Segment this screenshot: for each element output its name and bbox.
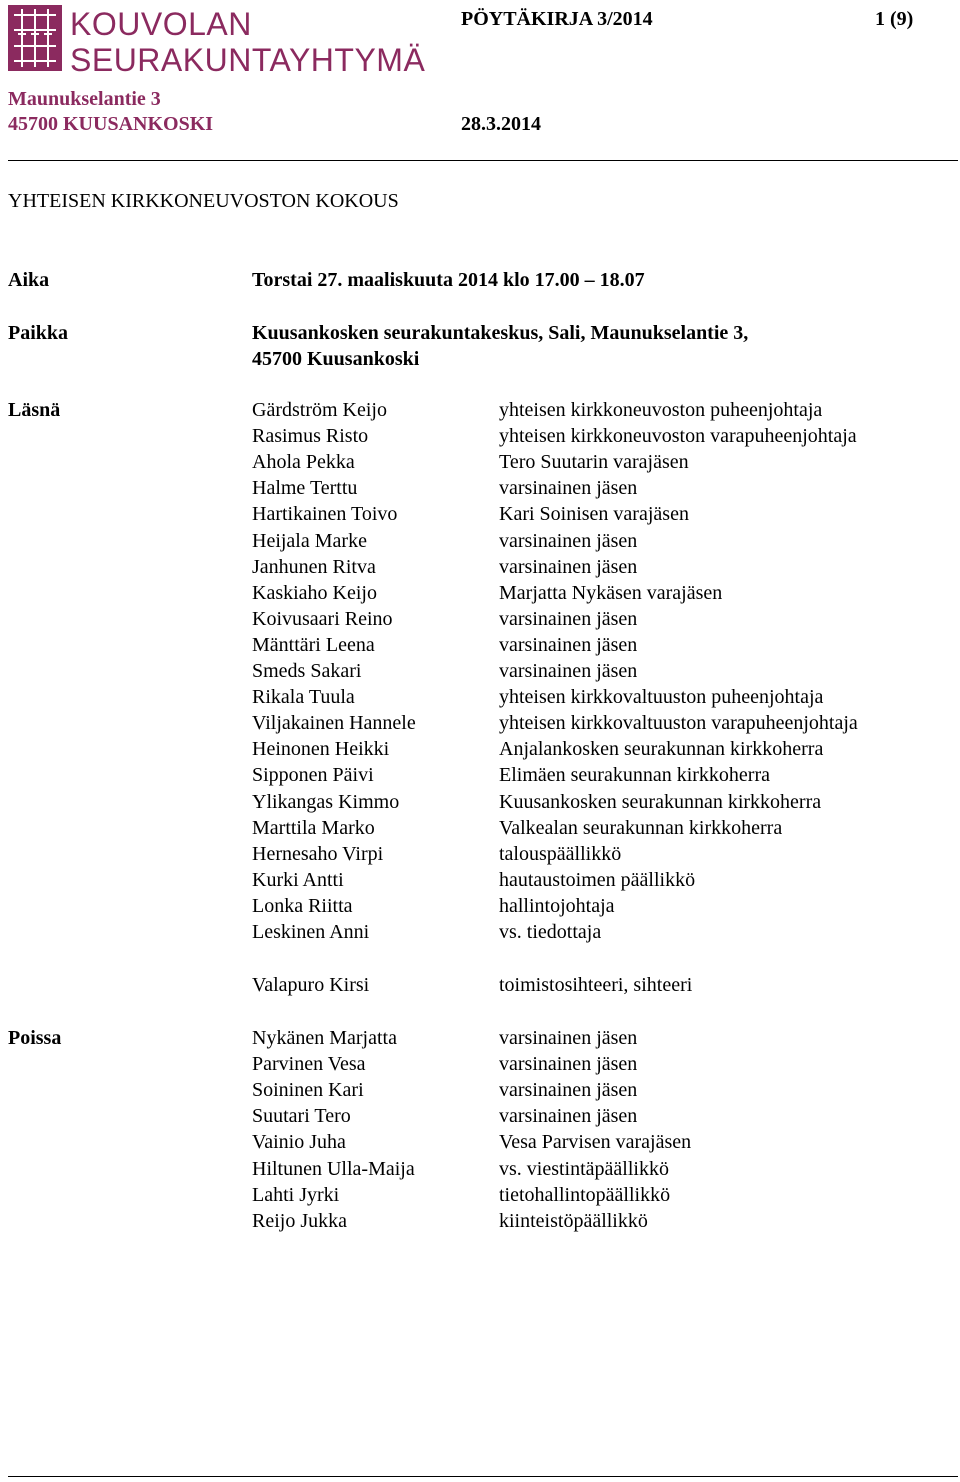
attendee-role: Valkealan seurakunnan kirkkoherra [499,816,783,839]
attendee-row [0,1025,960,1051]
attendee-name: Smeds Sakari [252,660,362,682]
attendee-name: Lonka Riitta [252,894,353,917]
attendee-role: varsinainen jäsen [499,1105,638,1128]
attendee-name: Heijala Marke [252,529,367,552]
crosses-logo-icon [8,5,62,71]
attendee-role: varsinainen jäsen [499,1079,638,1102]
attendee-name: Hartikainen Toivo [252,503,398,526]
attendee-name: Ahola Pekka [252,451,355,474]
attendee-row [0,580,960,606]
attendee-row [0,841,960,867]
attendee-role: Kari Soinisen varajäsen [499,503,689,526]
attendee-role: yhteisen kirkkoneuvoston puheenjohtaja [499,399,823,421]
attendee-role: hallintojohtaja [499,894,615,917]
attendee-row [0,528,960,554]
attendee-row [0,397,960,423]
attendee-name: Koivusaari Reino [252,607,393,630]
document-title: PÖYTÄKIRJA 3/2014 [461,8,653,30]
secretary-row [0,972,960,998]
attendee-row [0,606,960,632]
secretary-role: toimistosihteeri, sihteeri [499,974,693,996]
attendee-row [0,658,960,684]
address-street: Maunukselantie 3 [8,88,161,110]
attendee-name: Soininen Kari [252,1079,364,1102]
attendee-row [0,449,960,475]
attendee-name: Viljakainen Hannele [252,712,416,735]
attendee-role: Tero Suutarin varajäsen [499,451,689,474]
attendee-name: Mänttäri Leena [252,633,375,656]
attendee-row [0,501,960,527]
attendee-role: varsinainen jäsen [499,1053,638,1076]
document-date: 28.3.2014 [461,113,541,135]
attendee-name: Sipponen Päivi [252,764,374,787]
page-number: 1 (9) [875,8,914,30]
attendee-name: Gärdström Keijo [252,399,387,421]
attendee-row [0,1103,960,1129]
attendee-name: Hernesaho Virpi [252,842,384,865]
attendee-role: yhteisen kirkkoneuvoston varapuheenjohtaja [499,425,857,448]
secretary-name: Valapuro Kirsi [252,974,370,996]
attendee-row [0,1182,960,1208]
attendee-name: Leskinen Anni [252,921,370,943]
time-label: Aika [8,269,50,291]
place-label: Paikka [8,322,69,344]
attendee-name: Kurki Antti [252,868,344,891]
attendee-role: Anjalankosken seurakunnan kirkkoherra [499,738,824,761]
attendee-row [0,919,960,945]
attendee-row [0,1208,960,1234]
attendee-role: vs. tiedottaja [499,921,602,943]
absent-label: Poissa [8,1027,62,1049]
attendee-role: varsinainen jäsen [499,633,638,656]
meeting-title: YHTEISEN KIRKKONEUVOSTON KOKOUS [8,190,399,212]
attendee-row [0,736,960,762]
attendee-role: Elimäen seurakunnan kirkkoherra [499,764,771,787]
attendee-name: Marttila Marko [252,816,375,839]
attendee-row [0,710,960,736]
present-label: Läsnä [8,399,61,421]
attendee-row [0,1129,960,1155]
attendee-row [0,684,960,710]
attendee-name: Kaskiaho Keijo [252,581,377,604]
attendee-name: Hiltunen Ulla-Maija [252,1157,415,1180]
attendee-role: kiinteistöpäällikkö [499,1209,648,1232]
org-name-line2: SEURAKUNTAYHTYMÄ [70,42,426,78]
attendee-role: yhteisen kirkkovaltuuston varapuheenjohtaja [499,712,858,735]
attendee-row [0,1051,960,1077]
address-city: 45700 KUUSANKOSKI [8,113,214,135]
attendee-role: Kuusankosken seurakunnan kirkkoherra [499,790,822,813]
attendee-role: talouspäällikkö [499,842,622,865]
attendee-role: varsinainen jäsen [499,1027,638,1049]
attendee-name: Rasimus Risto [252,425,369,448]
attendee-name: Reijo Jukka [252,1209,347,1232]
attendee-row [0,893,960,919]
attendee-row [0,1077,960,1103]
place-line2: 45700 Kuusankoski [252,348,420,370]
attendee-row [0,789,960,815]
place-line1: Kuusankosken seurakuntakeskus, Sali, Maunukselantie 3, [252,322,749,344]
attendee-name: Heinonen Heikki [252,738,390,761]
attendee-row [0,762,960,788]
attendee-role: varsinainen jäsen [499,555,638,578]
attendee-role: tietohallintopäällikkö [499,1183,671,1206]
attendee-row [0,1156,960,1182]
attendee-name: Nykänen Marjatta [252,1027,397,1049]
attendee-name: Halme Terttu [252,477,358,500]
attendee-name: Lahti Jyrki [252,1183,340,1206]
time-value: Torstai 27. maaliskuuta 2014 klo 17.00 – 18.07 [252,269,645,291]
attendee-role: vs. viestintäpäällikkö [499,1157,669,1180]
attendee-role: yhteisen kirkkovaltuuston puheenjohtaja [499,686,824,709]
attendee-name: Ylikangas Kimmo [252,790,400,813]
attendee-row [0,815,960,841]
footer-divider [8,1476,958,1477]
attendee-row [0,475,960,501]
attendee-name: Janhunen Ritva [252,555,376,578]
header-divider [8,160,958,161]
attendee-name: Suutari Tero [252,1105,351,1128]
attendee-role: Vesa Parvisen varajäsen [499,1131,692,1154]
attendee-role: Marjatta Nykäsen varajäsen [499,581,723,604]
attendee-row [0,632,960,658]
attendee-role: varsinainen jäsen [499,660,638,682]
org-name-line1: KOUVOLAN [70,6,252,42]
attendee-role: varsinainen jäsen [499,607,638,630]
attendee-role: hautaustoimen päällikkö [499,868,696,891]
attendee-role: varsinainen jäsen [499,529,638,552]
attendee-name: Parvinen Vesa [252,1053,366,1076]
attendee-name: Rikala Tuula [252,686,355,709]
attendee-row [0,867,960,893]
attendee-row [0,423,960,449]
attendee-role: varsinainen jäsen [499,477,638,500]
attendee-name: Vainio Juha [252,1131,346,1154]
attendee-row [0,554,960,580]
